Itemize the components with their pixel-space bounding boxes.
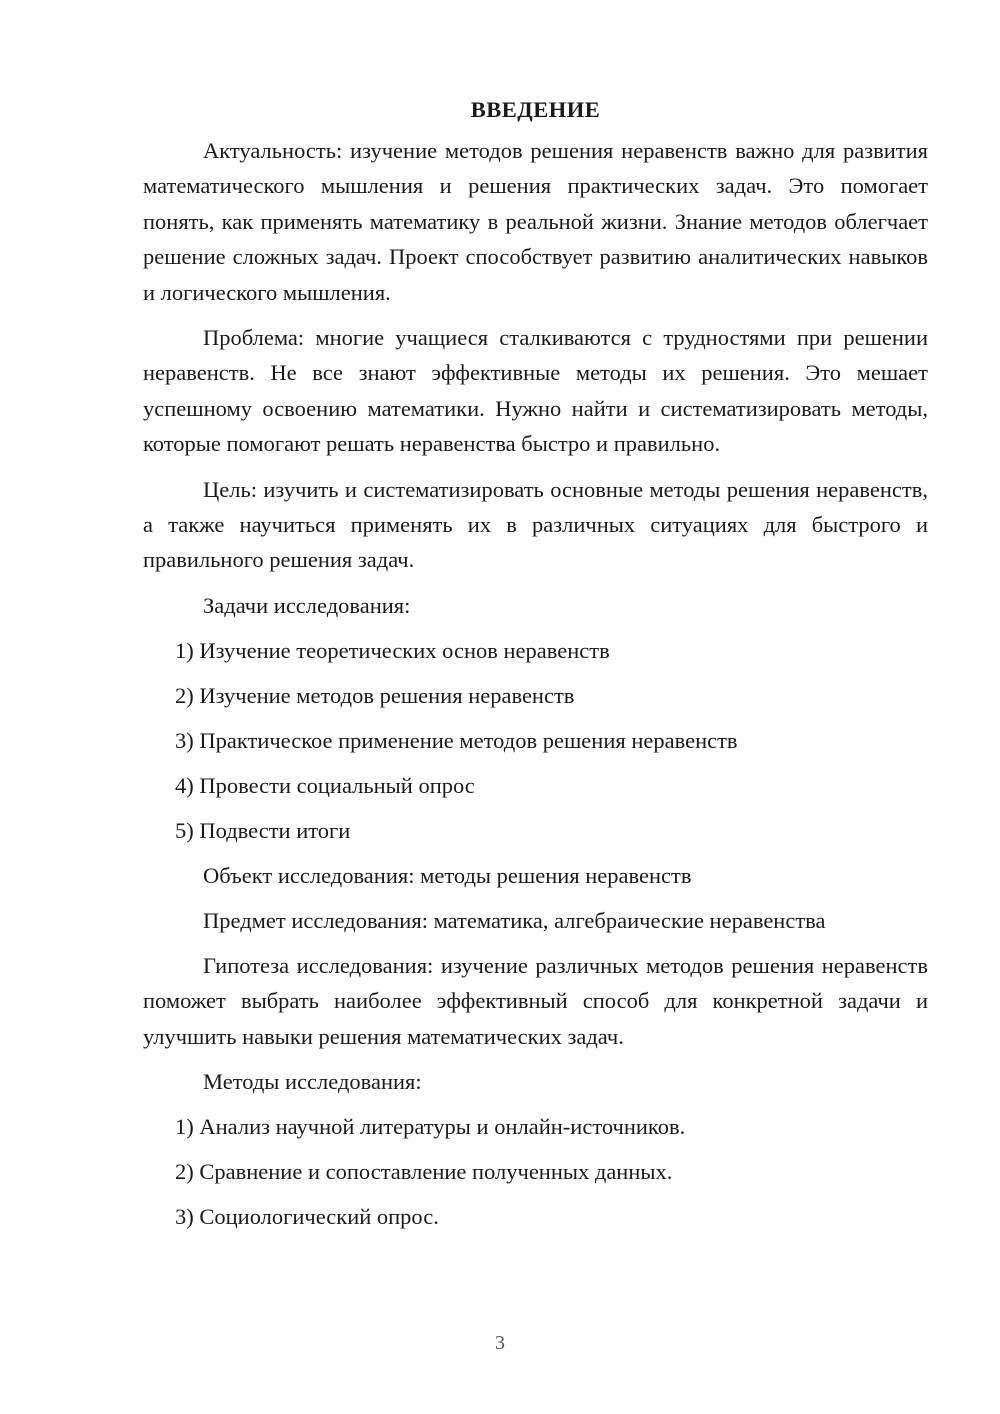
task-item: 5) Подвести итоги bbox=[175, 817, 351, 843]
problem-paragraph: Проблема: многие учащиеся сталкиваются с трудностями при решении неравенств. Не все знают эффективные методы их решения. Это мешает успешному освоению математики. Нужно найти и систематизировать методы, которые помогают решать неравенства быстро и правильно. bbox=[143, 325, 928, 457]
page-number: 3 bbox=[495, 1332, 505, 1354]
research-subject: Предмет исследования: математика, алгебраические неравенства bbox=[203, 907, 826, 933]
methods-heading: Методы исследования: bbox=[203, 1069, 422, 1095]
task-item: 3) Практическое применение методов решения неравенств bbox=[175, 727, 738, 753]
relevance-paragraph: Актуальность: изучение методов решения неравенств важно для развития математического мышления и решения практических задач. Это помогает понять, как применять математику в реальной жизни. Знание методов облегчает решение сложных задач. Проект способствует развитию аналитических навыков и логического мышления. bbox=[143, 138, 928, 305]
goal-paragraph: Цель: изучить и систематизировать основные методы решения неравенств, а также научиться применять их в различных ситуациях для быстрого и правильного решения задач. bbox=[143, 476, 928, 573]
page-title: ВВЕДЕНИЕ bbox=[470, 97, 601, 122]
task-item: 2) Изучение методов решения неравенств bbox=[175, 682, 575, 708]
tasks-heading: Задачи исследования: bbox=[203, 592, 411, 618]
hypothesis-paragraph: Гипотеза исследования: изучение различных методов решения неравенств поможет выбрать наиболее эффективный способ для конкретной задачи и улучшить навыки решения математических задач. bbox=[143, 952, 928, 1049]
research-object: Объект исследования: методы решения неравенств bbox=[203, 862, 692, 888]
method-item: 1) Анализ научной литературы и онлайн-источников. bbox=[175, 1114, 686, 1140]
method-item: 2) Сравнение и сопоставление полученных данных. bbox=[175, 1159, 673, 1185]
task-item: 4) Провести социальный опрос bbox=[175, 772, 475, 798]
method-item: 3) Социологический опрос. bbox=[175, 1204, 439, 1230]
page-content bbox=[143, 92, 928, 1244]
task-item: 1) Изучение теоретических основ неравенств bbox=[175, 637, 610, 663]
